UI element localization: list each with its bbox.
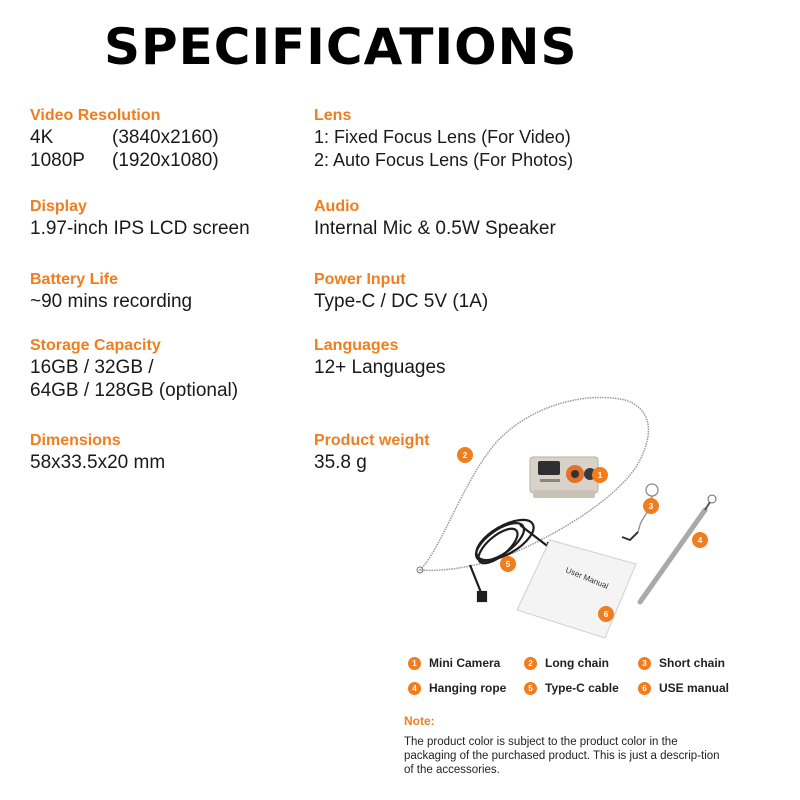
spec-label: Power Input — [314, 271, 406, 288]
marker-5 — [500, 556, 516, 572]
note-text: The product color is subject to the product color in the packaging of the purchased product. This is just a descrip-tion of the accessories. — [404, 736, 720, 776]
spec-value: Type-C / DC 5V (1A) — [314, 291, 489, 312]
legend-item — [524, 656, 609, 670]
spec-power — [314, 270, 488, 313]
svg-text:5: 5 — [505, 560, 511, 569]
spec-display — [30, 197, 250, 240]
spec-value: 64GB / 128GB (optional) — [30, 380, 239, 401]
marker-6 — [598, 606, 614, 622]
spec-value: 1.97-inch IPS LCD screen — [30, 218, 250, 239]
svg-text:3: 3 — [648, 502, 654, 511]
user-manual-image — [517, 540, 636, 638]
note-title: Note: — [404, 714, 435, 728]
resolution-name: 1080P — [30, 150, 85, 171]
spec-value: ~90 mins recording — [30, 291, 193, 312]
legend-label: Mini Camera — [429, 656, 501, 670]
marker-2 — [457, 447, 473, 463]
spec-value: 35.8 g — [314, 452, 367, 473]
spec-value: 12+ Languages — [314, 357, 446, 378]
spec-label: Storage Capacity — [30, 337, 161, 354]
svg-text:2: 2 — [462, 451, 468, 460]
legend-label: Hanging rope — [429, 681, 507, 695]
resolution-row — [30, 149, 219, 172]
spec-video-resolution — [30, 106, 219, 172]
spec-label: Audio — [314, 198, 360, 215]
number-badge-icon: 6 — [638, 682, 651, 695]
spec-value: 16GB / 32GB / — [30, 357, 154, 378]
number-badge-icon: 5 — [524, 682, 537, 695]
spec-value: 2: Auto Focus Lens (For Photos) — [314, 150, 574, 170]
legend-item — [524, 681, 619, 695]
mini-camera-image — [530, 457, 598, 498]
spec-label: Languages — [314, 337, 399, 354]
spec-battery — [30, 270, 192, 313]
legend-label: Short chain — [659, 656, 726, 670]
spec-label: Dimensions — [30, 432, 121, 449]
accessories-illustration — [400, 380, 800, 640]
spec-value: 58x33.5x20 mm — [30, 452, 166, 473]
svg-text:1: 1 — [597, 471, 603, 480]
legend-label: USE manual — [659, 681, 730, 695]
svg-text:4: 4 — [697, 536, 703, 545]
spec-storage — [30, 336, 238, 402]
resolution-row — [30, 126, 219, 149]
legend-item — [408, 681, 506, 695]
marker-4 — [692, 532, 708, 548]
number-badge-icon: 3 — [638, 657, 651, 670]
legend-item — [408, 656, 500, 670]
page-title: SPECIFICATIONS — [104, 18, 578, 76]
resolution-name: 4K — [30, 127, 54, 148]
spec-lens — [314, 106, 573, 172]
number-badge-icon: 1 — [408, 657, 421, 670]
spec-label: Product weight — [314, 432, 430, 449]
resolution-value: (3840x2160) — [112, 127, 219, 148]
manual-cover-text: User Manual — [564, 565, 610, 591]
spec-label: Display — [30, 198, 87, 215]
resolution-value: (1920x1080) — [112, 150, 219, 171]
legend-label: Type-C cable — [545, 681, 619, 695]
spec-value: 1: Fixed Focus Lens (For Video) — [314, 127, 571, 147]
number-badge-icon: 2 — [524, 657, 537, 670]
spec-label: Lens — [314, 107, 352, 124]
spec-label: Video Resolution — [30, 107, 161, 124]
spec-label: Battery Life — [30, 271, 119, 288]
number-badge-icon: 4 — [408, 682, 421, 695]
spec-languages — [314, 336, 446, 379]
marker-1 — [592, 467, 608, 483]
spec-dimensions — [30, 431, 165, 474]
svg-text:6: 6 — [603, 610, 609, 619]
accessories-legend — [408, 656, 748, 700]
spec-audio — [314, 197, 556, 240]
legend-label: Long chain — [545, 656, 609, 670]
spec-value: Internal Mic & 0.5W Speaker — [314, 218, 556, 239]
marker-3 — [643, 498, 659, 514]
legend-item — [638, 681, 729, 695]
legend-item — [638, 656, 725, 670]
